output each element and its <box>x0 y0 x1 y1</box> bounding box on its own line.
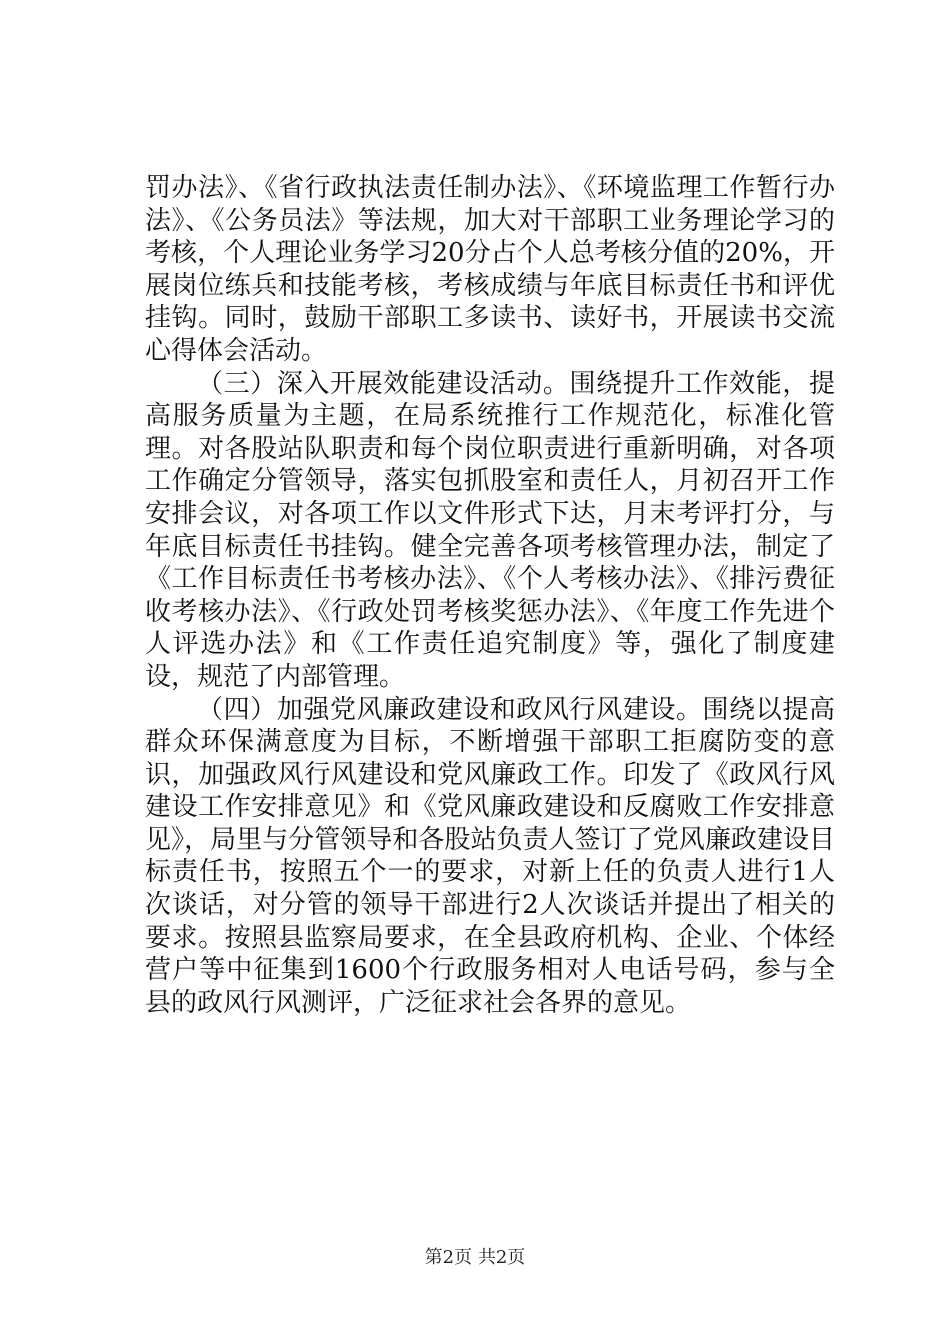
paragraph-1: 罚办法》、《省行政执法责任制办法》、《环境监理工作暂行办法》、《公务员法》等法规，加大对干部职工业务理论学习的考核，个人理论业务学习20分占个人总考核分值的20%，开展岗位练兵和技能考核，考核成绩与年底目标责任书和评优挂钩。同时，鼓励干部职工多读书、读好书，开展读书交流心得体会活动。 <box>145 173 835 366</box>
page-number-footer: 第2页 共2页 <box>424 1247 526 1268</box>
paragraph-2: （三）深入开展效能建设活动。围绕提升工作效能，提高服务质量为主题，在局系统推行工作规范化，标准化管理。对各股站队职责和每个岗位职责进行重新明确，对各项工作确定分管领导，落实包抓股室和责任人，月初召开工作安排会议，对各项工作以文件形式下达，月末考评打分，与年底目标责任书挂钩。健全完善各项考核管理办法，制定了《工作目标责任书考核办法》、《个人考核办法》、《排污费征收考核办法》、《行政处罚考核奖惩办法》、《年度工作先进个人评选办法》和《工作责任追究制度》等，强化了制度建设，规范了内部管理。 <box>145 368 835 692</box>
paragraph-3: （四）加强党风廉政建设和政风行风建设。围绕以提高群众环保满意度为目标，不断增强干部职工拒腐防变的意识，加强政风行风建设和党风廉政工作。印发了《政风行风建设工作安排意见》和《党风廉政建设和反腐败工作安排意见》，局里与分管领导和各股站负责人签订了党风廉政建设目标责任书，按照五个一的要求，对新上任的负责人进行1人次谈话，对分管的领导干部进行2人次谈话并提出了相关的要求。按照县监察局要求，在全县政府机构、企业、个体经营户等中征集到1600个行政服务相对人电话号码，参与全县的政风行风测评，广泛征求社会各界的意见。 <box>145 694 835 1018</box>
document-body <box>145 172 835 1019</box>
